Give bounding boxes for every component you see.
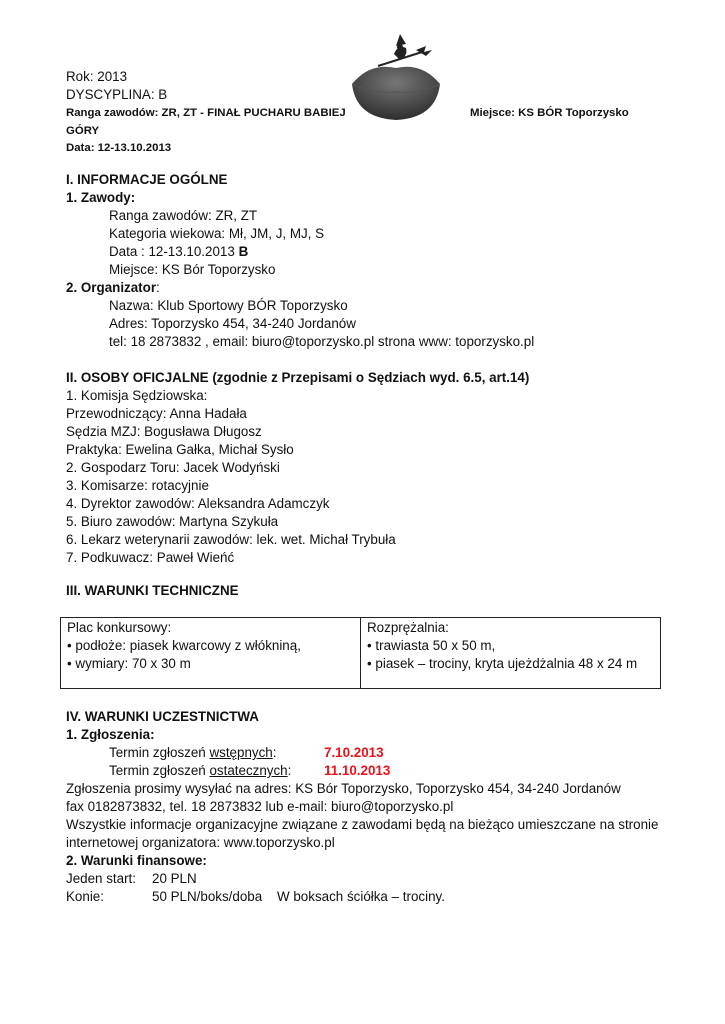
section-4-title: IV. WARUNKI UCZESTNICTWA [66,709,259,724]
horse-fee-value: 50 PLN/boks/doba [152,889,263,904]
section-3-title: III. WARUNKI TECHNICZNE [66,583,239,598]
info-paragraph-2: internetowej organizatora: www.toporzysko.pl [66,835,335,850]
arena-size: • wymiary: 70 x 30 m [67,656,191,671]
official-item: Praktyka: Ewelina Gałka, Michał Sysło [66,442,294,457]
bedding-note: W boksach ściółka – trociny. [277,889,445,904]
deadline-text: Termin zgłoszeń [109,745,210,760]
entries-heading: 1. Zgłoszenia: [66,727,155,742]
warmup-grass: • trawiasta 50 x 50 m, [367,638,496,653]
official-item: 7. Podkuwacz: Paweł Wieńć [66,550,235,565]
deadline-type: ostatecznych [209,763,288,778]
deadline-preliminary-date: 7.10.2013 [324,745,384,760]
place-header: Miejsce: KS BÓR Toporzysko [470,107,629,119]
place-line: Miejsce: KS Bór Toporzysko [109,262,276,277]
official-item: 5. Biuro zawodów: Martyna Szykuła [66,514,279,529]
entries-address: Zgłoszenia prosimy wysyłać na adres: KS Bór Toporzysko, Toporzysko 454, 34-240 Jordanów [66,781,621,796]
section-1-title: I. INFORMACJE OGÓLNE [66,172,228,187]
warmup-heading: Rozprężalnia: [367,620,449,635]
organizer-heading-line [66,279,160,297]
official-item: 6. Lekarz weterynarii zawodów: lek. wet. Michał Trybuła [66,532,396,547]
deadline-colon: : [287,763,292,778]
zawody-heading: 1. Zawody: [66,190,136,205]
start-fee-value: 20 PLN [152,871,197,886]
arena-heading: Plac konkursowy: [67,620,172,635]
deadline-type: wstępnych [209,745,273,760]
info-paragraph-1: Wszystkie informacje organizacyjne związane z zawodami będą na bieżąco umieszczane na stronie [66,817,659,832]
organizer-address: Adres: Toporzysko 454, 34-240 Jordanów [109,316,356,331]
deadline-final [109,762,291,780]
start-fee-label: Jeden start: [66,871,136,886]
technical-conditions-table [60,617,661,689]
year-line: Rok: 2013 [66,69,128,84]
table-divider [360,618,361,688]
arena-surface: • podłoże: piasek kwarcowy z włókniną, [67,638,301,653]
organizer-name: Nazwa: Klub Sportowy BÓR Toporzysko [109,298,348,313]
horse-fee-label: Konie: [66,889,104,904]
deadline-colon: : [272,745,277,760]
finance-heading: 2. Warunki finansowe: [66,853,207,868]
rank-line: Ranga zawodów: ZR, ZT [109,208,258,223]
warmup-sand: • piasek – trociny, kryta ujeżdżalnia 48 x 24 m [367,656,638,671]
gory-line: GÓRY [66,125,100,137]
section-2-title: II. OSOBY OFICJALNE (zgodnie z Przepisami o Sędziach wyd. 6.5, art.14) [66,370,530,385]
official-item: 3. Komisarze: rotacyjnie [66,478,209,493]
official-item: Sędzia MZJ: Bogusława Długosz [66,424,262,439]
deadline-text: Termin zgłoszeń [109,763,210,778]
date-b: B [238,244,249,259]
date-text: Data : 12-13.10.2013 [109,244,235,259]
official-item: 4. Dyrektor zawodów: Aleksandra Adamczyk [66,496,330,511]
official-item: 2. Gospodarz Toru: Jacek Wodyński [66,460,280,475]
official-item: 1. Komisja Sędziowska: [66,388,208,403]
age-category-line: Kategoria wiekowa: Mł, JM, J, MJ, S [109,226,325,241]
warmup-cell [367,619,637,673]
date-header-line: Data: 12-13.10.2013 [66,142,172,154]
deadline-preliminary [109,744,276,762]
discipline-line: DYSCYPLINA: B [66,87,168,102]
date-line [109,243,248,261]
witch-on-mountain-logo [350,32,442,122]
organizer-colon: : [156,280,160,295]
deadline-final-date: 11.10.2013 [324,763,391,778]
arena-cell [67,619,301,673]
official-item: Przewodniczący: Anna Hadała [66,406,247,421]
rank-header-line: Ranga zawodów: ZR, ZT - FINAŁ PUCHARU BABIEJ [66,107,346,119]
organizer-contact: tel: 18 2873832 , email: biuro@toporzysko.pl strona www: toporzysko.pl [109,334,535,349]
entries-contact: fax 0182873832, tel. 18 2873832 lub e-mail: biuro@toporzysko.pl [66,799,454,814]
organizer-heading: 2. Organizator [66,280,157,295]
